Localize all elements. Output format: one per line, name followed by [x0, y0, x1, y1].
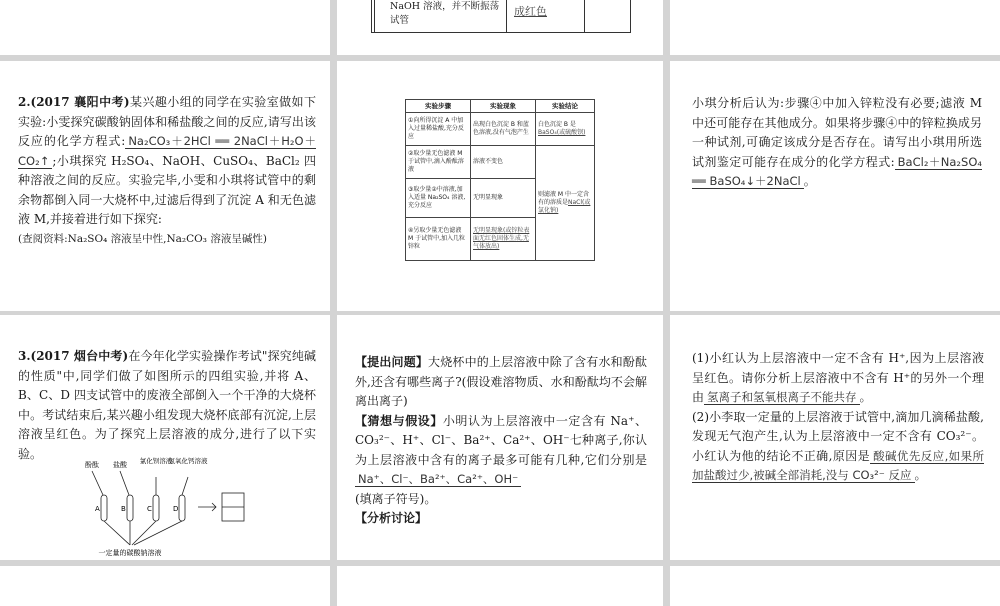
- slide-q2: [0, 61, 330, 311]
- slide-top-right: [670, 0, 1000, 55]
- table-header: 实验步骤: [406, 100, 471, 113]
- table-row: ④另取少量无色滤液 M 于试管中,加入几粒锌粒 无明显现象(或锌粒表面无红色固体生成,无气体放出): [406, 218, 595, 261]
- slide-q2-continued: [670, 61, 1000, 311]
- q2-paragraph-2: ;小琪探究 H₂SO₄、NaOH、CuSO₄、BaCl₂ 四种溶液之间的反应。实验完毕,小雯和小琪将试管中的剩余物都倒入同一大烧杯中,过滤后得到了沉淀 A 和无色滤液 M,并接着进行如下探究:: [18, 153, 316, 226]
- slide-q2-table: [337, 61, 663, 311]
- table-header: 实验现象: [471, 100, 536, 113]
- table-header: 实验结论: [536, 100, 595, 113]
- experiment-table: [405, 99, 595, 261]
- slide-bottom-middle: [337, 566, 663, 606]
- tube-label: C: [147, 505, 152, 513]
- fig-label: 氯化钡溶液: [139, 457, 173, 465]
- q2-paragraph-1: 某兴趣小组的同学在实验室做如下实验:小雯探究碳酸钠固体和稀盐酸之间的反应,请写出该反应的化学方程式:: [18, 95, 316, 148]
- q2b-text: 小琪分析后认为:步骤④中加入锌粒没有必要;滤液 M 中还可能存在其他成分。如果将步骤④中的锌粒换成另一种试剂,可确定该成分是否存在。请写出小琪用所选试剂鉴定可能存在成分的化学方程式: BaCl₂＋Na₂SO₄ ══ BaSO₄↓＋2NaCl 。: [692, 96, 982, 188]
- tube-label: D: [173, 505, 179, 513]
- q3-text: 3.(2017 烟台中考)在今年化学实验操作考试"探究纯碱的性质"中,同学们做了如图所示的四组实验,并将 A、B、C、D 四支试管中的废液全部倒入一个干净的大烧杯中。考试结束后,某兴趣小组发现大烧杯底部有沉淀,上层溶液呈红色。为了探究上层溶液的成分,进行了以下实验。: [18, 349, 316, 461]
- q3b-text: 【提出问题】大烧杯中的上层溶液中除了含有水和酚酞外,还含有哪些离子?(假设难溶物质、水和酚酞均不会解离出离子) 【猜想与假设】小明认为上层溶液中一定含有 Na⁺、CO₃²⁻、H⁺、Cl⁻、Ba²⁺、Ca²⁺、OH⁻七种离子,你认为上层溶液中含有的离子最多可能有几种,它们分别是Na⁺、Cl⁻、Ba²⁺、Ca²⁺、OH⁻ (填离子符号)。 【分析讨论】: [355, 355, 647, 525]
- top-left-cell: NaOH 溶液，并不断振荡试管: [390, 1, 500, 26]
- fig-label: 盐酸: [113, 461, 127, 469]
- slide-top-middle: [337, 0, 663, 55]
- slide-q3-discussion: [670, 315, 1000, 560]
- q3c-text: (1)小红认为上层溶液中一定不含有 H⁺,因为上层溶液呈红色。请你分析上层溶液中不含有 H⁺的另外一个理由 氢离子和氢氧根离子不能共存 。 (2)小李取一定量的上层溶液于试管中,滴加几滴稀盐酸,发现无气泡产生,认为上层溶液中一定不含有 CO₃²⁻。小红认为他的结论不正确,原因是 酸碱优先反应,如果所加盐酸过少,被碱全部消耗,没与 CO₃²⁻ 反应 。: [692, 351, 984, 482]
- q2b-answer: BaCl₂＋Na₂SO₄ ══ BaSO₄↓＋2NaCl: [692, 154, 982, 188]
- table-row: ③取少量②中溶液,加入适量 Na₂SO₄ 溶液,充分反应 无明显现象: [406, 179, 595, 218]
- q2-equation-answer: Na₂CO₃＋2HCl ══ 2NaCl＋H₂O＋CO₂↑: [18, 134, 316, 168]
- q2-note: (查阅资料:Na₂SO₄ 溶液呈中性,Na₂CO₃ 溶液呈碱性): [18, 232, 267, 245]
- test-tubes: [92, 471, 244, 545]
- slide-top-left: [0, 0, 330, 55]
- fig-label: 酚酞: [85, 461, 99, 469]
- tube-label: B: [121, 505, 126, 513]
- fig-label: 氢氧化钙溶液: [168, 457, 208, 465]
- slide-q3-hypothesis: [337, 315, 663, 560]
- tube-label: A: [95, 505, 100, 513]
- q3-figure: [70, 455, 270, 560]
- q3c-answer-2: 酸碱优先反应,如果所加盐酸过少,被碱全部消耗,没与 CO₃²⁻ 反应: [692, 448, 984, 482]
- table-row: ①向所得沉淀 A 中加入过量稀盐酸,充分反应 出现白色沉淀 B 和蓝色溶液,没有气泡产生 白色沉淀 B 是BaSO₄(或硫酸钡): [406, 113, 595, 146]
- q2-text: [18, 93, 316, 249]
- top-table-fragment: [371, 0, 631, 33]
- slide-bottom-left: [0, 566, 330, 606]
- q2-source: (2017 襄阳中考): [30, 95, 130, 109]
- slide-q3: [0, 315, 330, 560]
- top-right-cell: 成红色: [514, 5, 547, 18]
- q3c-answer-1: 氢离子和氢氧根离子不能共存: [704, 390, 860, 405]
- slide-bottom-right: [670, 566, 1000, 606]
- table-row: ②取少量无色滤液 M 于试管中,滴入酚酞溶液 溶液不变色 则滤液 M 中一定含有的溶质是NaCl(或氯化钠): [406, 146, 595, 179]
- q3b-answer: Na⁺、Cl⁻、Ba²⁺、Ca²⁺、OH⁻: [355, 472, 521, 487]
- fig-caption: 一定量的碳酸钠溶液: [98, 549, 162, 557]
- q2-number: 2.: [18, 95, 31, 109]
